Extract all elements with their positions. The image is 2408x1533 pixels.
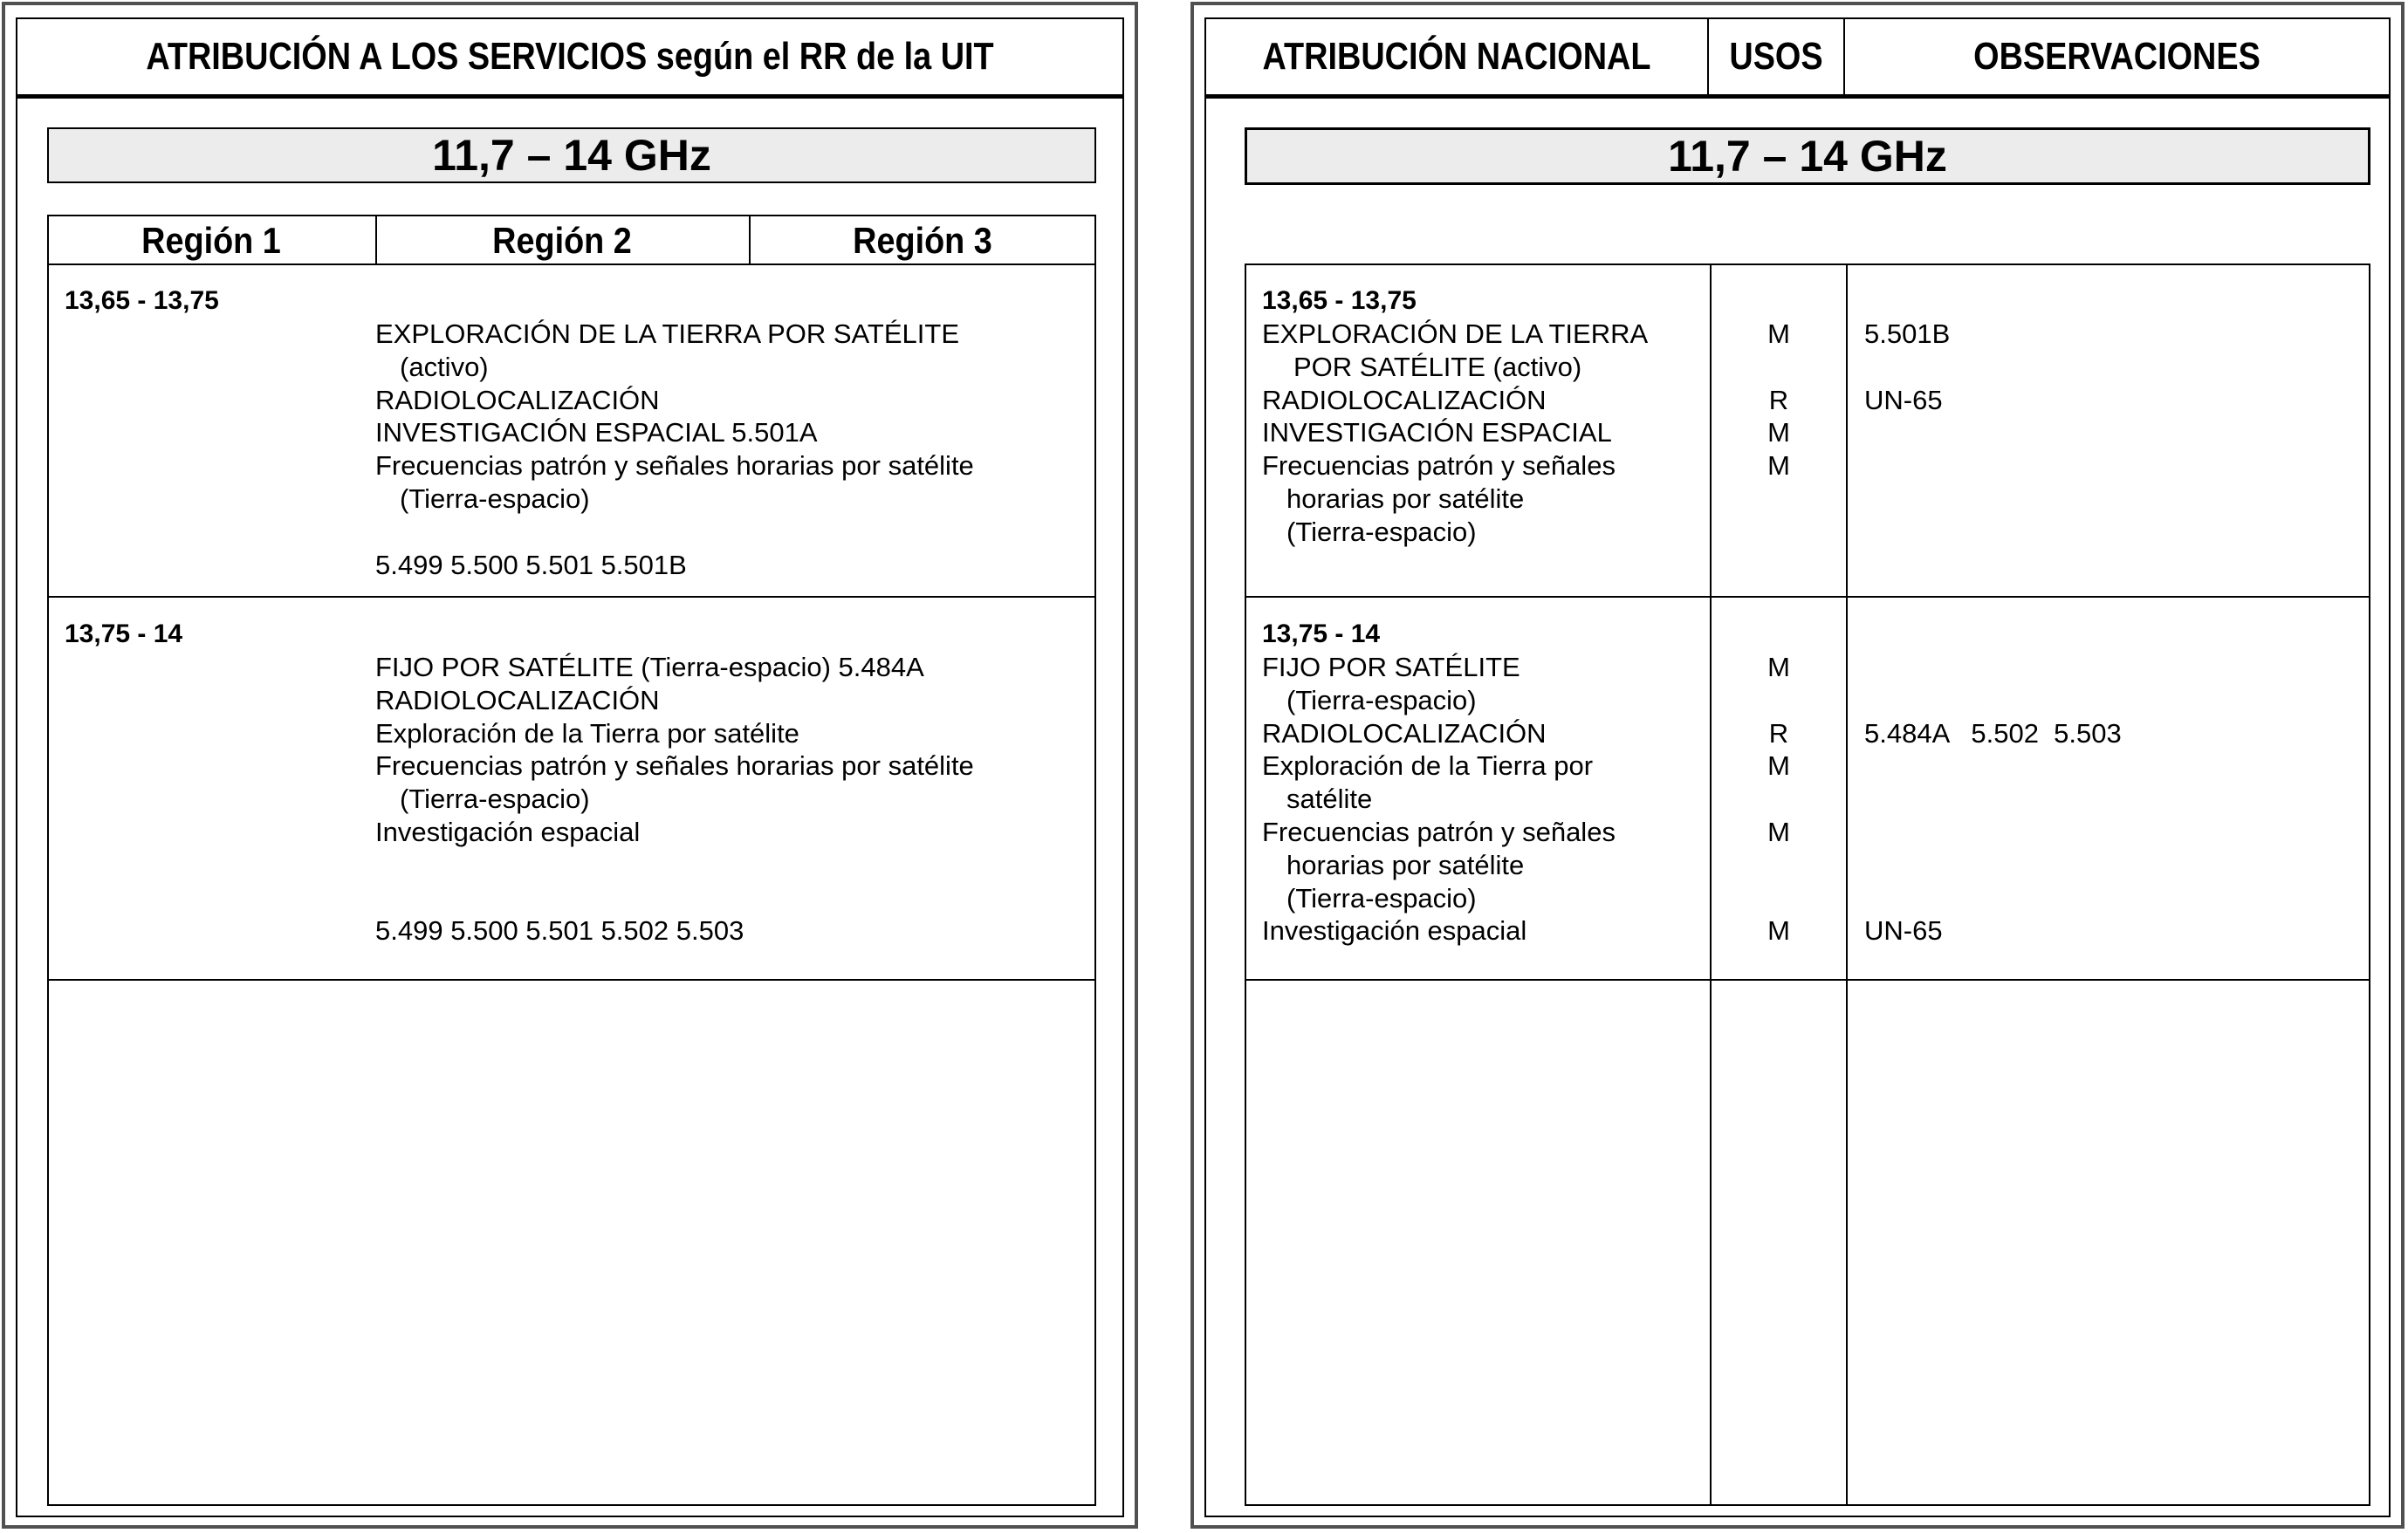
service-line: (Tierra-espacio) [1286, 516, 1477, 547]
region-divider-1 [375, 215, 377, 263]
left-row-divider-2 [47, 979, 1096, 981]
header-usos: USOS [1729, 35, 1823, 78]
right-row2-usos [1712, 651, 1846, 948]
service-line: Frecuencias patrón y señales [1262, 816, 1616, 847]
usos-code [1712, 783, 1846, 816]
footnote-refs: 5.499 5.500 5.501 5.502 5.503 [375, 915, 744, 947]
service-line: Frecuencias patrón y señales horarias por satélite [375, 450, 974, 482]
service-line: Exploración de la Tierra por satélite [375, 717, 799, 749]
usos-code [1712, 684, 1846, 717]
service-line: satélite [1286, 784, 1373, 815]
region-2-label: Región 2 [492, 220, 632, 261]
right-row-divider-2 [1245, 979, 2370, 981]
service-line: (Tierra-espacio) [400, 482, 590, 514]
service-line: (activo) [400, 351, 489, 382]
service-line: Frecuencias patrón y señales [1262, 450, 1616, 482]
service-line: Investigación espacial [1262, 915, 1527, 947]
usos-code: R [1768, 384, 1789, 415]
service-line: EXPLORACIÓN DE LA TIERRA [1262, 318, 1649, 349]
right-panel [1190, 2, 2405, 1529]
left-band-title: 11,7 – 14 GHz [47, 127, 1096, 183]
right-row1-frequency: 13,65 - 13,75 [1262, 286, 1417, 315]
header-divider-1 [1707, 19, 1709, 94]
left-row1-services [375, 318, 974, 581]
service-line: FIJO POR SATÉLITE (Tierra-espacio) 5.484A [375, 652, 924, 682]
service-line [375, 849, 974, 882]
right-band-title: 11,7 – 14 GHz [1245, 127, 2370, 185]
usos-code: M [1767, 915, 1790, 947]
service-line: RADIOLOCALIZACIÓN [375, 384, 660, 415]
left-row1-frequency: 13,65 - 13,75 [65, 286, 219, 315]
usos-code [1712, 849, 1846, 882]
observacion: 5.484A 5.502 5.503 [1864, 717, 2122, 749]
observacion: UN-65 [1864, 384, 1943, 415]
service-line: Exploración de la Tierra por [1262, 750, 1594, 782]
usos-code: R [1768, 717, 1789, 749]
observacion: 5.501B [1864, 318, 1951, 349]
service-line: INVESTIGACIÓN ESPACIAL 5.501A [375, 417, 818, 448]
service-line: (Tierra-espacio) [1286, 882, 1477, 914]
service-line: horarias por satélite [1286, 482, 1525, 514]
usos-code: M [1767, 417, 1790, 448]
left-panel [2, 2, 1138, 1529]
usos-code: M [1767, 450, 1790, 482]
usos-code: M [1767, 652, 1790, 682]
service-line: Investigación espacial [375, 816, 641, 847]
header-nacional: ATRIBUCIÓN NACIONAL [1262, 35, 1651, 78]
right-row1-usos [1712, 318, 1846, 482]
left-header-separator [17, 94, 1122, 99]
service-line: EXPLORACIÓN DE LA TIERRA POR SATÉLITE [375, 318, 959, 349]
service-line: RADIOLOCALIZACIÓN [1262, 384, 1547, 415]
service-line: FIJO POR SATÉLITE [1262, 652, 1520, 682]
usos-code [1712, 882, 1846, 915]
service-line [375, 516, 974, 549]
obs-column-divider [1846, 263, 1848, 1506]
right-row1-observaciones [1864, 318, 1950, 416]
observacion [1864, 816, 2122, 849]
observacion [1864, 351, 1950, 384]
service-line: POR SATÉLITE (activo) [1293, 351, 1582, 382]
header-observaciones: OBSERVACIONES [1973, 35, 2261, 78]
region-1-label: Región 1 [141, 220, 281, 261]
usos-code [1712, 351, 1846, 384]
region-divider-2 [749, 215, 751, 263]
right-row2-observaciones [1864, 651, 2122, 1014]
footnote-refs: 5.499 5.500 5.501 5.501B [375, 549, 687, 580]
left-row2-services [375, 651, 974, 948]
service-line [375, 882, 974, 915]
usos-code: M [1767, 816, 1790, 847]
usos-code: M [1767, 750, 1790, 782]
left-header-title: ATRIBUCIÓN A LOS SERVICIOS según el RR de la UIT [146, 35, 994, 78]
service-line: Frecuencias patrón y señales horarias por satélite [375, 750, 974, 782]
service-line: INVESTIGACIÓN ESPACIAL [1262, 417, 1612, 448]
left-row-divider-1 [47, 596, 1096, 598]
service-line: (Tierra-espacio) [400, 784, 590, 815]
observacion: UN-65 [1864, 915, 1943, 947]
right-row2-services [1262, 651, 1616, 948]
service-line: (Tierra-espacio) [1286, 684, 1477, 715]
right-row1-services [1262, 318, 1648, 549]
right-header-separator [1206, 94, 2389, 99]
right-row2-frequency: 13,75 - 14 [1262, 619, 1381, 648]
region-3-label: Región 3 [853, 220, 992, 261]
header-divider-2 [1843, 19, 1845, 94]
service-line: RADIOLOCALIZACIÓN [1262, 717, 1547, 749]
left-row2-frequency: 13,75 - 14 [65, 619, 183, 648]
service-line: horarias por satélite [1286, 849, 1525, 880]
right-row-divider-1 [1245, 596, 2370, 598]
usos-code: M [1767, 318, 1790, 349]
service-line: RADIOLOCALIZACIÓN [375, 684, 660, 715]
